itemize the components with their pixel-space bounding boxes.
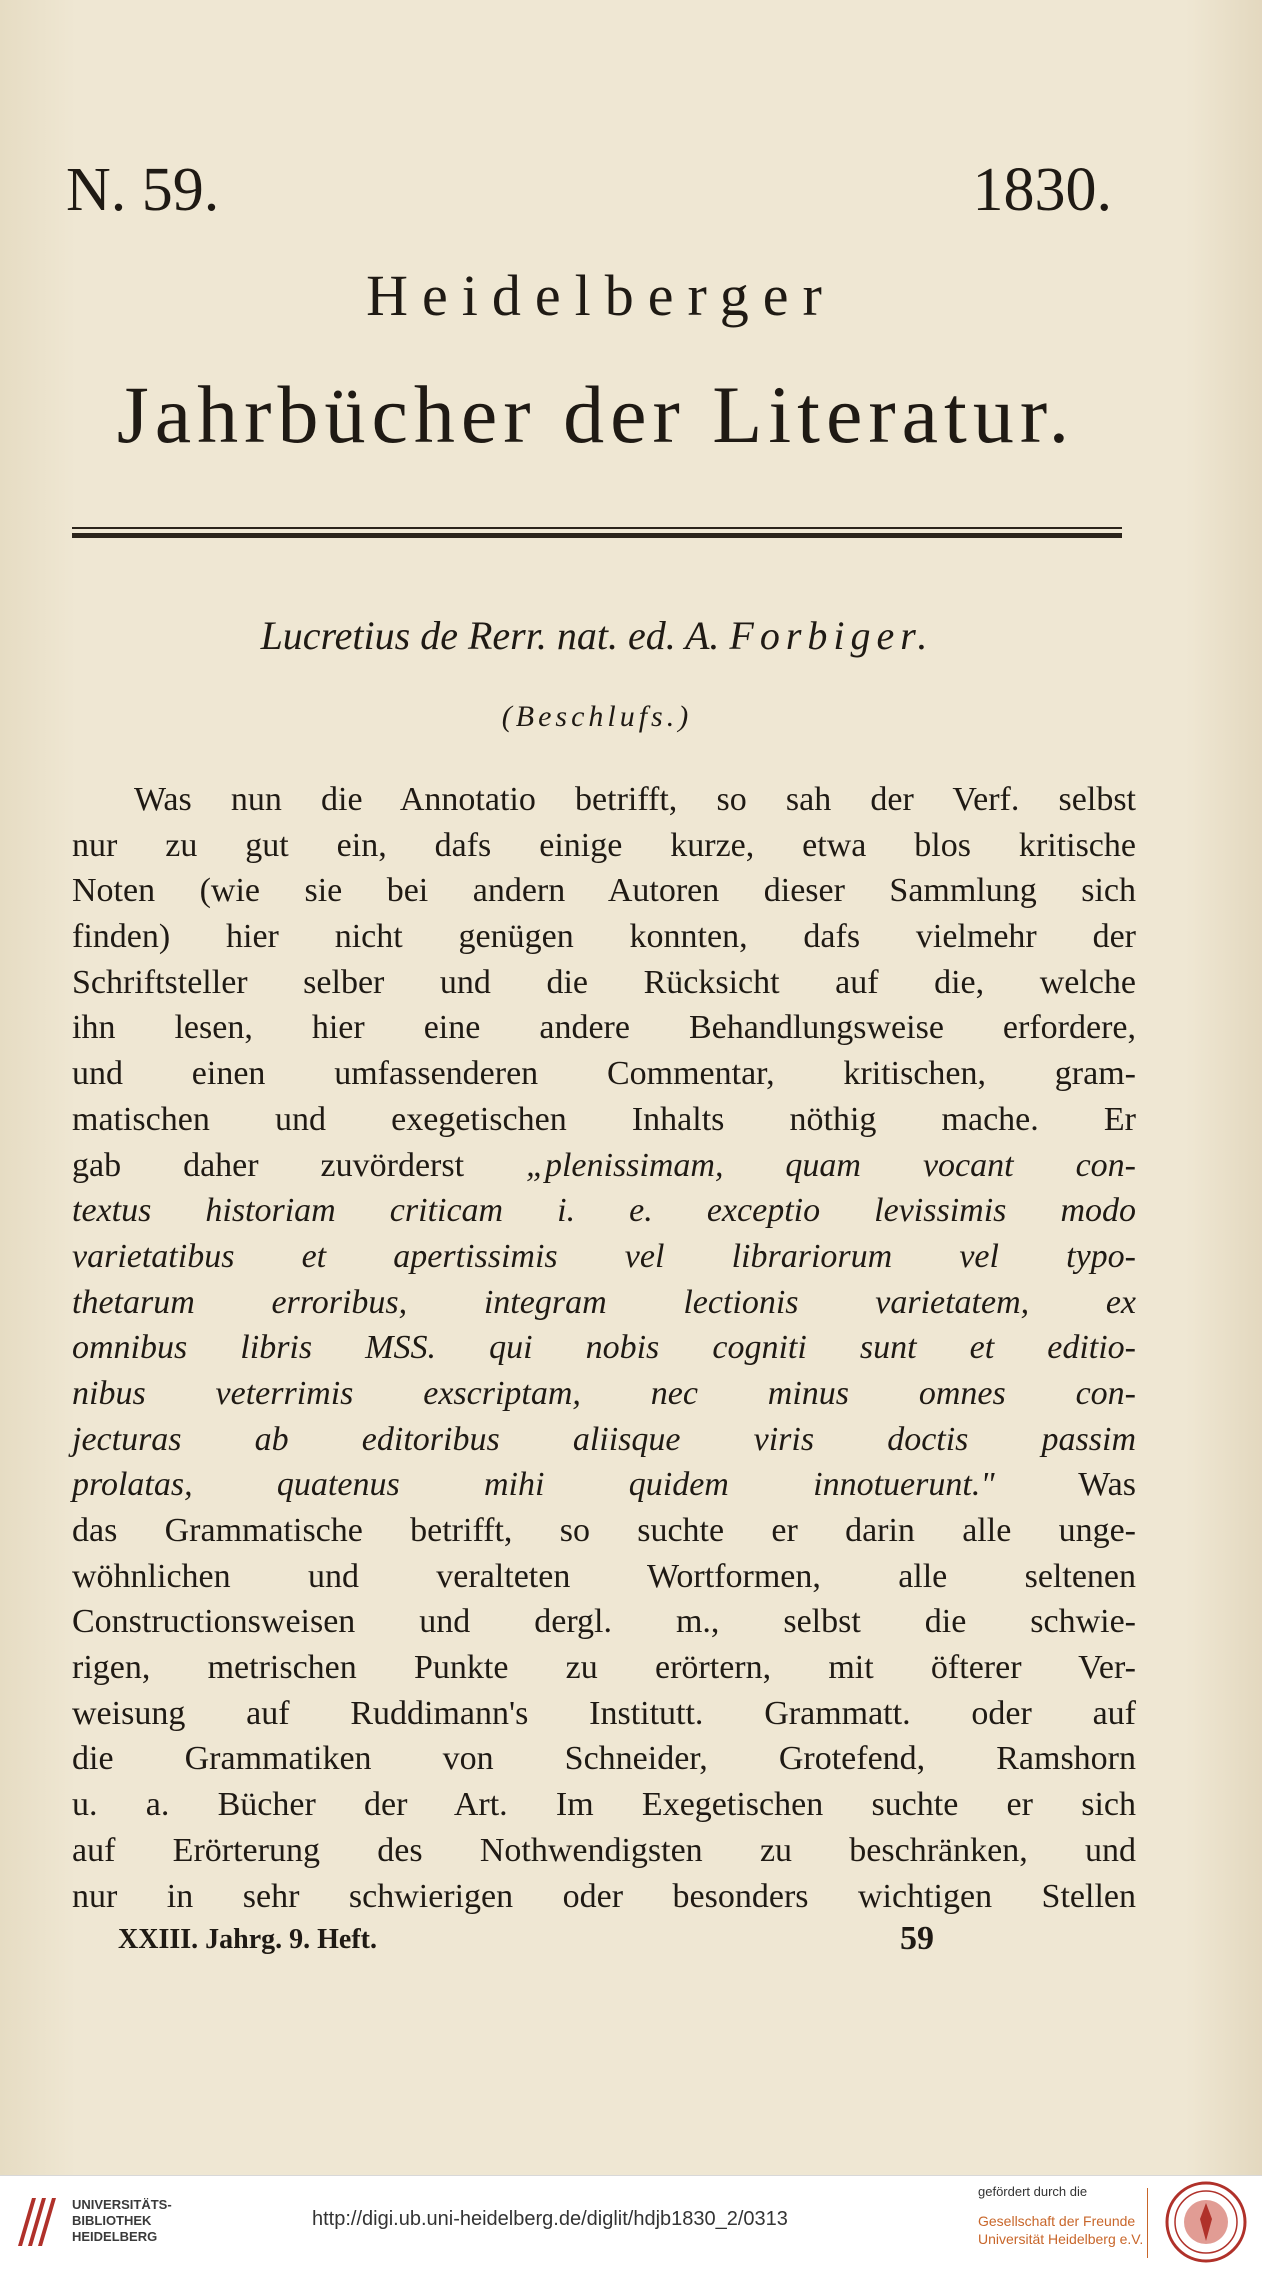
- text-line: textus historiam criticam i. e. exceptio levissimis modo: [72, 1192, 1136, 1230]
- sponsor-divider: [1147, 2188, 1148, 2258]
- text-segment: gab daher zuvörderst: [72, 1146, 527, 1184]
- journal-title-line1: Heidelberger: [366, 263, 836, 328]
- text-line: nur in sehr schwierigen oder besonders wichtigen Stellen: [72, 1877, 1136, 1915]
- library-name[interactable]: UNIVERSITÄTS- BIBLIOTHEK HEIDELBERG: [72, 2197, 172, 2244]
- text-line: wöhnlichen und veralteten Wortformen, alle seltenen: [72, 1557, 1136, 1595]
- text-segment-italic: „plenissimam, quam vocant con-: [526, 1146, 1136, 1184]
- text-line: Constructionsweisen und dergl. m., selbst die schwie-: [72, 1603, 1136, 1641]
- journal-title-line2: Jahrbücher der Literatur.: [116, 369, 1076, 460]
- article-title: [72, 612, 1122, 659]
- text-line-mixed: [72, 1143, 1136, 1189]
- text-line: Schriftsteller selber und die Rücksicht auf die, welche: [72, 963, 1136, 1001]
- body-text: [72, 777, 1136, 1919]
- text-line: Was nun die Annotatio betrifft, so sah der Verf. selbst: [134, 781, 1136, 818]
- text-line: die Grammatiken von Schneider, Grotefend, Ramshorn: [72, 1740, 1136, 1778]
- text-segment: Was: [994, 1466, 1137, 1504]
- article-title-author: Forbiger.: [729, 613, 934, 658]
- text-line: finden) hier nicht genügen konnten, dafs vielmehr der: [72, 918, 1136, 956]
- text-line: Noten (wie sie bei andern Autoren dieser Sammlung sich: [72, 872, 1136, 910]
- text-line: und einen umfassenderen Commentar, kritischen, gram-: [72, 1055, 1136, 1093]
- text-line: thetarum erroribus, integram lectionis varietatem, ex: [72, 1283, 1136, 1321]
- double-rule: [72, 527, 1122, 541]
- text-line: das Grammatische betrifft, so suchte er darin alle unge-: [72, 1512, 1136, 1549]
- text-line: auf Erörterung des Nothwendigsten zu beschränken, und: [72, 1831, 1136, 1869]
- permalink-url[interactable]: http://digi.ub.uni-heidelberg.de/diglit/hdjb1830_2/0313: [312, 2208, 788, 2230]
- text-segment-italic: prolatas, quatenus mihi quidem innotuerunt.": [72, 1466, 995, 1504]
- sponsor-prefix: gefördert durch die: [978, 2184, 1088, 2199]
- text-line-mixed: [72, 1462, 1136, 1508]
- text-line: nibus veterrimis exscriptam, nec minus omnes con-: [72, 1374, 1136, 1412]
- text-line: nur zu gut ein, dafs einige kurze, etwa blos kritische: [72, 826, 1136, 864]
- text-line: ihn lesen, hier eine andere Behandlungsweise erfordere,: [72, 1009, 1136, 1047]
- signature-mark: XXIII. Jahrg. 9. Heft.: [118, 1924, 377, 1955]
- issue-number: N. 59.: [66, 156, 220, 224]
- text-line: jecturas ab editoribus aliisque viris doctis passim: [72, 1420, 1136, 1458]
- text-line: varietatibus et apertissimis vel librariorum vel typo-: [72, 1237, 1136, 1275]
- page-number: 59: [900, 1920, 934, 1957]
- article-subtitle: (Beschlufs.): [501, 700, 693, 733]
- text-line: weisung auf Ruddimann's Institutt. Grammatt. oder auf: [72, 1694, 1136, 1732]
- article-title-main: Lucretius de Rerr. nat. ed. A.: [260, 613, 720, 658]
- library-logo-icon[interactable]: [12, 2190, 62, 2254]
- university-seal-icon[interactable]: [1165, 2181, 1247, 2263]
- text-line: u. a. Bücher der Art. Im Exegetischen suchte er sich: [72, 1786, 1136, 1824]
- text-line: omnibus libris MSS. qui nobis cogniti sunt et editio-: [72, 1329, 1136, 1367]
- issue-year: 1830.: [972, 156, 1112, 224]
- text-line: rigen, metrischen Punkte zu erörtern, mit öfterer Ver-: [72, 1649, 1136, 1687]
- text-line: matischen und exegetischen Inhalts nöthig mache. Er: [72, 1100, 1136, 1138]
- sponsor-name[interactable]: Gesellschaft der Freunde Universität Heidelberg e.V.: [978, 2213, 1144, 2247]
